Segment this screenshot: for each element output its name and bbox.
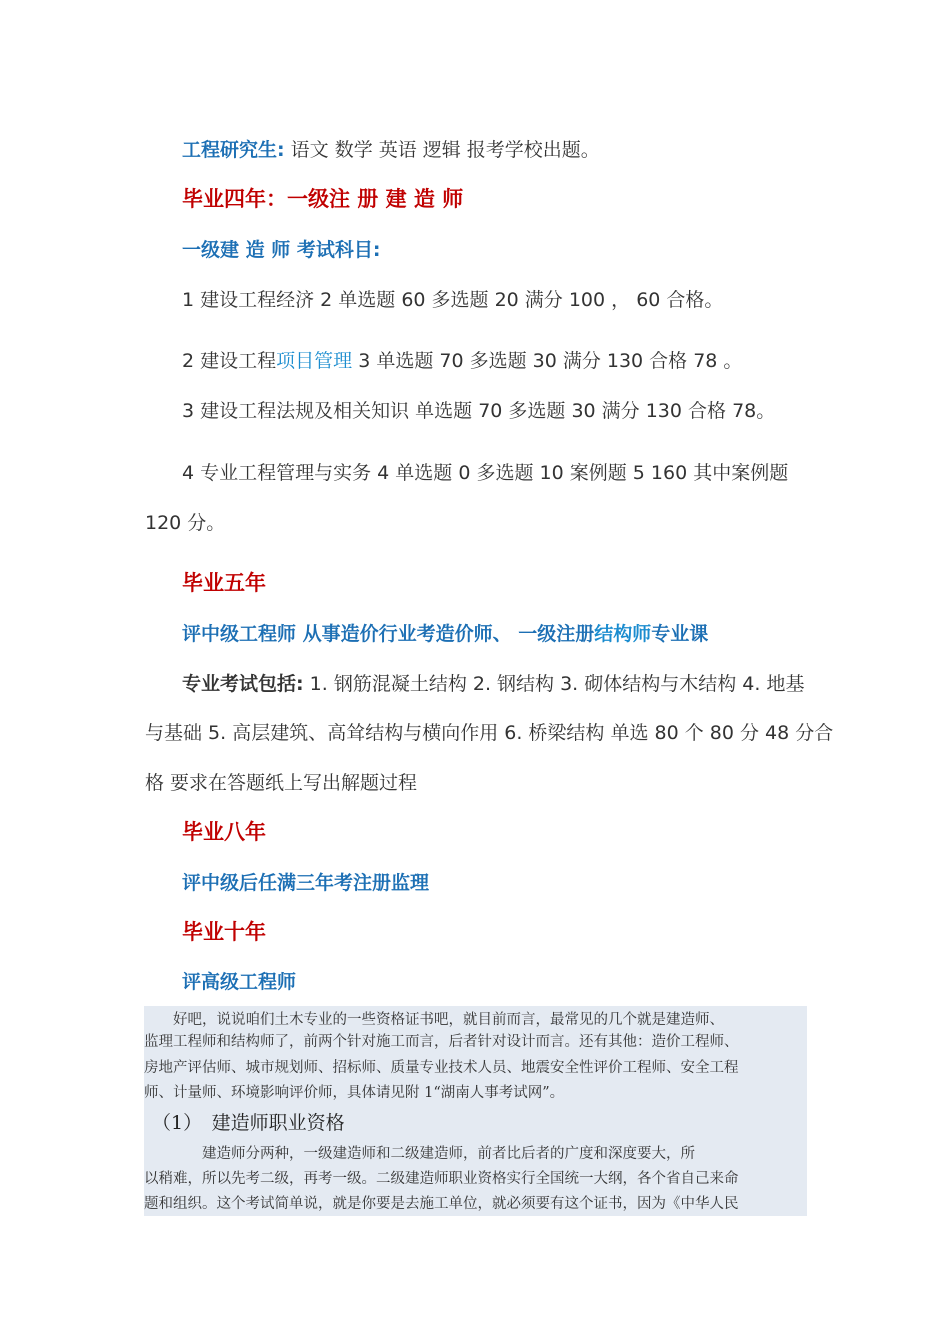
quote-para2-line: 以稍难，所以先考二级，再考一级。二级建造师职业资格实行全国统一大纲，各个省自己来命 [144,1171,739,1187]
year5-exam-line3: 格 要求在答题纸上写出解题过程 [145,772,418,794]
year5-subheading-suffix: 专业课 [651,623,709,645]
quote-para1-line: 师、计量师、环境影响评价师，具体请见附 1“湖南人事考试网”。 [144,1085,565,1101]
grad-text: 语文 数学 英语 逻辑 报考学校出题。 [284,139,600,161]
year4-item1: 1 建设工程经济 2 单选题 60 多选题 20 满分 100 ， 60 合格。 [182,289,724,311]
structural-engineer-link[interactable]: 结构师 [594,623,652,645]
year8-subheading: 评中级后任满三年考注册监理 [182,872,430,894]
year10-heading: 毕业十年 [182,920,266,944]
year4-item3: 3 建设工程法规及相关知识 单选题 70 多选题 30 满分 130 合格 78。 [182,400,776,422]
year4-item2-prefix: 2 建设工程 [182,350,277,372]
year4-subheading: 一级建 造 师 考试科目: [182,239,381,261]
year5-subheading [182,622,708,646]
quote-para1-line: 监理工程师和结构师了，前两个针对施工而言，后者针对设计而言。还有其他：造价工程师、 [144,1034,739,1050]
grad-label: 工程研究生: [182,139,285,161]
quote-para2-line: 题和组织。这个考试简单说，就是你要是去施工单位，就必须要有这个证书，因为《中华人民 [144,1196,739,1212]
quote-para1-line: 好吧，说说咱们土木专业的一些资格证书吧，就目前而言，最常见的几个就是建造师、 [144,1012,724,1028]
year10-subheading: 评高级工程师 [182,971,297,993]
year4-item4-line2: 120 分。 [145,512,226,534]
grad-exam-line [182,138,600,162]
year5-heading: 毕业五年 [182,571,266,595]
quote-para2-line: 建造师分两种，一级建造师和二级建造师，前者比后者的广度和深度要大，所 [144,1146,695,1162]
year4-item2 [182,349,742,373]
year4-item2-suffix: 3 单选题 70 多选题 30 满分 130 合格 78 。 [352,350,743,372]
year5-exam-label: 专业考试包括: [182,673,304,695]
year8-heading: 毕业八年 [182,820,266,844]
quote-section-heading: （1） 建造师职业资格 [152,1112,345,1134]
year5-exam-text1: 1. 钢筋混凝土结构 2. 钢结构 3. 砌体结构与木结构 4. 地基 [303,673,805,695]
quote-box [144,1006,807,1216]
year4-heading: 毕业四年：一级注 册 建 造 师 [182,187,464,211]
project-management-link[interactable]: 项目管理 [276,350,353,372]
year5-subheading-prefix: 评中级工程师 从事造价行业考造价师、 一级注册 [182,623,595,645]
year5-exam-line1 [182,672,804,696]
year5-exam-line2: 与基础 5. 高层建筑、高耸结构与横向作用 6. 桥梁结构 单选 80 个 80 分 48 分合 [145,722,834,744]
quote-para1-line: 房地产评估师、城市规划师、招标师、质量专业技术人员、地震安全性评价工程师、安全工程 [144,1060,739,1076]
year4-item4-line1: 4 专业工程管理与实务 4 单选题 0 多选题 10 案例题 5 160 其中案例题 [182,462,789,484]
